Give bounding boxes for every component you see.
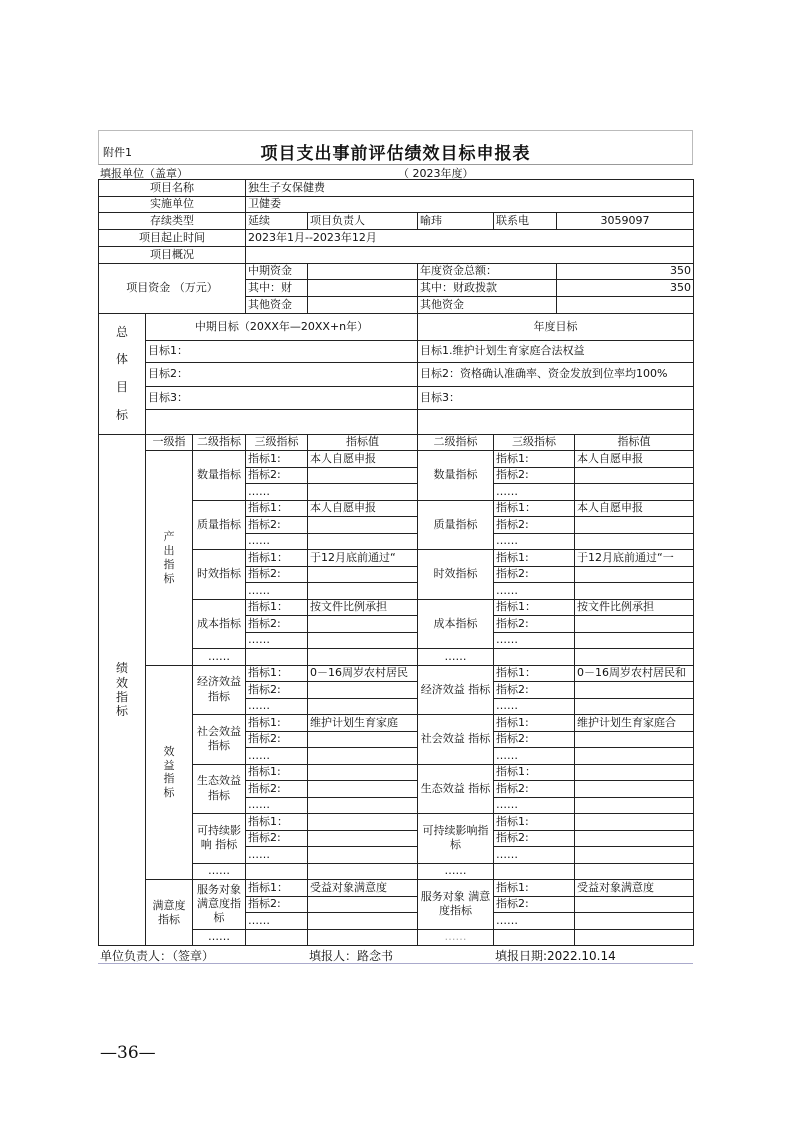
label: 其他资金 — [418, 297, 557, 314]
unit-label: 填报单位（盖章） — [100, 167, 188, 180]
column-header: 指标值 — [308, 435, 418, 451]
mid-goal: 目标3： — [146, 387, 418, 410]
level2-indicator: 社会效益 指标 — [418, 715, 494, 765]
indicator-value — [308, 682, 418, 699]
indicator-value — [575, 566, 694, 583]
label: 项目概况 — [99, 247, 246, 264]
page-title: 项目支出事前评估绩效目标申报表 — [260, 144, 531, 164]
indicator-value — [575, 781, 694, 798]
column-header: 三级指标 — [494, 435, 575, 451]
column-header: 指标值 — [575, 435, 694, 451]
label: 联系电 — [494, 213, 557, 230]
value — [308, 264, 418, 280]
ellipsis: …… — [193, 929, 246, 946]
level3-indicator: …… — [246, 583, 308, 600]
level2-indicator: 时效指标 — [193, 550, 246, 600]
indicator-value — [308, 632, 418, 649]
level3-indicator: 指标1： — [246, 550, 308, 567]
level3-indicator: …… — [246, 698, 308, 715]
level3-indicator: 指标1: — [494, 880, 575, 897]
indicator-header-row — [99, 435, 694, 451]
level2-indicator: 可持续影响指标 — [418, 814, 494, 864]
indicator-value — [575, 632, 694, 649]
indicator-value — [575, 764, 694, 781]
level3-indicator: 指标2: — [246, 731, 308, 748]
label: 实施单位 — [99, 197, 246, 213]
footer — [98, 946, 693, 964]
mid-header: 中期目标（20XX年—20XX+n年） — [146, 314, 418, 341]
indicator-value: 本人自愿申报 — [308, 500, 418, 517]
level2-indicator: 数量指标 — [193, 451, 246, 501]
period-value: 2023年1月--2023年12月 — [246, 230, 694, 247]
level2-indicator: 质量指标 — [193, 500, 246, 550]
label: 存续类型 — [99, 213, 246, 230]
indicator-value: 维护计划生育家庭合 — [575, 715, 694, 732]
indicator-value — [575, 830, 694, 847]
leader-sign: 单位负责人：（签章） — [100, 949, 215, 963]
level3-indicator: …… — [246, 632, 308, 649]
indicator-value — [575, 467, 694, 484]
indicator-value — [575, 913, 694, 930]
indicator-value — [308, 847, 418, 864]
type-value: 延续 — [246, 213, 308, 230]
level3-indicator: 指标1: — [246, 451, 308, 468]
indicator-value — [575, 484, 694, 501]
ellipsis: …… — [418, 863, 494, 880]
level2-indicator: 生态效益 指标 — [418, 764, 494, 814]
level3-indicator: …… — [494, 484, 575, 501]
level2-indicator: 质量指标 — [418, 500, 494, 550]
indicator-value — [308, 764, 418, 781]
level3-indicator: 指标2: — [494, 566, 575, 583]
level2-indicator: 成本指标 — [193, 599, 246, 649]
level3-indicator: 指标1： — [494, 665, 575, 682]
level3-indicator: 指标1： — [246, 500, 308, 517]
level2-indicator: 生态效益指标 — [193, 764, 246, 814]
level3-indicator: 指标2: — [494, 731, 575, 748]
level2-indicator: 数量指标 — [418, 451, 494, 501]
basic-info-table — [98, 179, 694, 314]
indicator-value — [575, 896, 694, 913]
annual-total: 350 — [557, 264, 694, 280]
filler: 填报人：路念书 — [309, 949, 394, 963]
overview-value — [246, 247, 694, 264]
level3-indicator: 指标2: — [246, 467, 308, 484]
indicator-value — [575, 814, 694, 831]
level3-indicator: 指标2: — [494, 467, 575, 484]
fill-date: 填报日期:2022.10.14 — [495, 949, 616, 963]
indicator-value: 于12月底前通过“一 — [575, 550, 694, 567]
indicator-value — [308, 896, 418, 913]
blank — [575, 929, 694, 946]
indicator-value — [575, 616, 694, 633]
level3-indicator: 指标2: — [494, 781, 575, 798]
blank — [494, 649, 575, 666]
column-header: 一级指 — [146, 435, 193, 451]
indicator-value — [308, 781, 418, 798]
indicator-value — [308, 830, 418, 847]
level2-indicator: 经济效益指标 — [193, 665, 246, 715]
indicator-value: 本人自愿申报 — [575, 500, 694, 517]
level3-indicator: 指标1: — [494, 550, 575, 567]
indicator-value — [308, 583, 418, 600]
label: 项目名称 — [99, 180, 246, 197]
level3-indicator: 指标2: — [494, 830, 575, 847]
label: 其中：财 — [246, 280, 308, 297]
indicator-value — [575, 517, 694, 534]
goals-table — [98, 313, 694, 435]
indicator-value: 受益对象满意度 — [308, 880, 418, 897]
project-name: 独生子女保健费 — [246, 180, 694, 197]
level3-indicator: …… — [246, 748, 308, 765]
label: 项目起止时间 — [99, 230, 246, 247]
blank — [575, 649, 694, 666]
level3-indicator: …… — [494, 748, 575, 765]
annual-goal: 目标2：资格确认准确率、资金发放到位率均100% — [418, 363, 694, 387]
label: 项目负责人 — [308, 213, 418, 230]
goals-side-label: 总体目标 — [99, 314, 146, 435]
table-row — [99, 665, 694, 682]
level3-indicator: …… — [246, 797, 308, 814]
level3-indicator: 指标1： — [246, 665, 308, 682]
indicator-value — [308, 533, 418, 550]
level3-indicator: …… — [494, 533, 575, 550]
title-box — [98, 130, 693, 165]
impl-unit: 卫健委 — [246, 197, 694, 213]
indicator-value — [308, 484, 418, 501]
blank — [308, 863, 418, 880]
level3-indicator: …… — [246, 847, 308, 864]
level1-indicator: 产出指标 — [146, 451, 193, 666]
blank — [575, 863, 694, 880]
blank — [418, 410, 694, 435]
indicator-value: 本人自愿申报 — [575, 451, 694, 468]
annual-goal: 目标3： — [418, 387, 694, 410]
indicator-value — [308, 566, 418, 583]
level3-indicator: …… — [246, 913, 308, 930]
indicator-value — [308, 797, 418, 814]
annual-header: 年度目标 — [418, 314, 694, 341]
level3-indicator: 指标2: — [494, 517, 575, 534]
label: 其他资金 — [246, 297, 308, 314]
label: 中期资金 — [246, 264, 308, 280]
level3-indicator: 指标2: — [246, 517, 308, 534]
level3-indicator: …… — [494, 632, 575, 649]
level3-indicator: …… — [494, 797, 575, 814]
label: 年度资金总额： — [418, 264, 557, 280]
level2-indicator: 服务对象满意度指标 — [193, 880, 246, 930]
level3-indicator: 指标2: — [494, 616, 575, 633]
value — [308, 280, 418, 297]
page-number: —36— — [100, 1043, 156, 1063]
indicator-value — [575, 748, 694, 765]
level3-indicator: …… — [246, 533, 308, 550]
blank — [146, 410, 418, 435]
indicator-value — [575, 797, 694, 814]
indicator-value — [308, 517, 418, 534]
column-header: 二级指标 — [418, 435, 494, 451]
indicators-table — [98, 434, 694, 946]
table-row — [99, 451, 694, 468]
indicator-value: 按文件比例承担 — [575, 599, 694, 616]
level3-indicator: 指标2: — [246, 616, 308, 633]
level3-indicator: …… — [494, 847, 575, 864]
level2-indicator: 服务对象 满意度指标 — [418, 880, 494, 930]
indicator-value: 受益对象满意度 — [575, 880, 694, 897]
table-row — [99, 880, 694, 897]
indicator-value — [575, 533, 694, 550]
year-label: （ 2023年度） — [398, 167, 474, 180]
indicator-value: 按文件比例承担 — [308, 599, 418, 616]
indicator-value: 0－16周岁农村居民 — [308, 665, 418, 682]
indicator-value: 于12月底前通过“ — [308, 550, 418, 567]
ellipsis: …… — [418, 649, 494, 666]
level3-indicator: 指标1： — [494, 500, 575, 517]
ellipsis: …… — [193, 649, 246, 666]
level2-indicator: 成本指标 — [418, 599, 494, 649]
level3-indicator: 指标1: — [494, 814, 575, 831]
level3-indicator: …… — [246, 484, 308, 501]
label: 其中：财政拨款 — [418, 280, 557, 297]
indicator-value — [575, 583, 694, 600]
level3-indicator: 指标2: — [246, 781, 308, 798]
level2-indicator: 社会效益指标 — [193, 715, 246, 765]
level3-indicator: 指标1: — [246, 764, 308, 781]
column-header: 三级指标 — [246, 435, 308, 451]
leader-value: 喻玮 — [418, 213, 494, 230]
level3-indicator: 指标1： — [246, 599, 308, 616]
blank — [246, 649, 308, 666]
level2-indicator: 可持续影响 指标 — [193, 814, 246, 864]
level3-indicator: 指标1： — [246, 880, 308, 897]
column-header: 二级指标 — [193, 435, 246, 451]
indicator-value — [308, 698, 418, 715]
unit-row — [98, 165, 693, 179]
indicator-value — [575, 682, 694, 699]
indicator-value — [308, 467, 418, 484]
level3-indicator: 指标2: — [246, 830, 308, 847]
blank — [246, 929, 308, 946]
level3-indicator: 指标2: — [494, 896, 575, 913]
indicator-value — [308, 913, 418, 930]
level2-indicator: 时效指标 — [418, 550, 494, 600]
indicator-value — [575, 731, 694, 748]
value — [308, 297, 418, 314]
indicator-value: 维护计划生育家庭 — [308, 715, 418, 732]
attachment-label: 附件1 — [103, 146, 132, 159]
indicator-value — [575, 847, 694, 864]
indicator-value: 0－16周岁农村居民和 — [575, 665, 694, 682]
mid-goal: 目标2： — [146, 363, 418, 387]
level3-indicator: 指标1: — [246, 715, 308, 732]
blank — [494, 929, 575, 946]
indicator-value — [575, 698, 694, 715]
indicator-value — [308, 814, 418, 831]
mid-goal: 目标1： — [146, 341, 418, 363]
level3-indicator: 指标1： — [246, 814, 308, 831]
ellipsis: …… — [193, 863, 246, 880]
indicator-value — [308, 616, 418, 633]
annual-fin: 350 — [557, 280, 694, 297]
indicator-value — [308, 748, 418, 765]
level3-indicator: 指标1： — [494, 764, 575, 781]
blank — [308, 649, 418, 666]
value — [557, 297, 694, 314]
level3-indicator: 指标2: — [246, 566, 308, 583]
level3-indicator: …… — [494, 698, 575, 715]
label: 项目资金 （万元） — [99, 264, 246, 314]
level3-indicator: 指标2: — [246, 896, 308, 913]
level1-indicator: 效益指标 — [146, 665, 193, 880]
level3-indicator: 指标2: — [246, 682, 308, 699]
blank — [308, 929, 418, 946]
indicator-value: 本人自愿申报 — [308, 451, 418, 468]
blank — [494, 863, 575, 880]
ellipsis: …… — [418, 929, 494, 946]
blank — [246, 863, 308, 880]
level3-indicator: …… — [494, 583, 575, 600]
level3-indicator: 指标2: — [494, 682, 575, 699]
indicators-side-label: 绩效指标 — [99, 435, 146, 946]
annual-goal: 目标1.维护计划生育家庭合法权益 — [418, 341, 694, 363]
level3-indicator: 指标1: — [494, 715, 575, 732]
level3-indicator: 指标1: — [494, 451, 575, 468]
level2-indicator: 经济效益 指标 — [418, 665, 494, 715]
level1-indicator: 满意度指标 — [146, 880, 193, 946]
phone-value: 3059097 — [557, 213, 694, 230]
level3-indicator: …… — [494, 913, 575, 930]
indicator-value — [308, 731, 418, 748]
level3-indicator: 指标1： — [494, 599, 575, 616]
